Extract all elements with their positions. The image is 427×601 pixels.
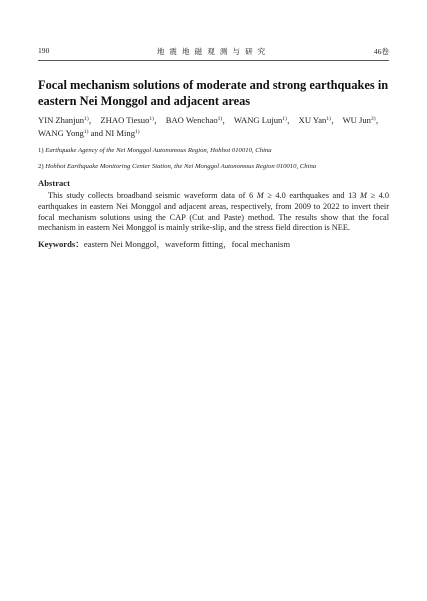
keywords-text: eastern Nei Monggol，waveform fitting，focal mechanism	[83, 239, 291, 250]
author-name: XU Yan$^{1)}$	[298, 115, 331, 125]
author-name: NI Ming$^{1)}$	[105, 128, 140, 138]
abstract-body: This study collects broadband seismic waveform data of 6 M ≥ 4.0 earthquakes and 13 M ≥ 4.0 earthquakes in eastern Nei Monggol and adjacent areas, respectively, from 2009 to 2022 to invert their focal mechanism solutions using the CAP (Cut and Paste) method. The results show that the focal mechanism in eastern Nei Monggol is mainly strike-slip, and the stress field direction is NEE.	[38, 191, 389, 233]
author-name: WU Jun$^{2)}$	[342, 115, 376, 125]
keywords: Keywords：eastern Nei Monggol，waveform fitting，focal mechanism	[38, 239, 291, 250]
article-content	[38, 78, 389, 250]
author-name: WANG Lujun$^{1)}$	[233, 115, 287, 125]
affiliation-2: 2) Hohhot Earthquake Monitoring Center Station, the Nei Monggol Autonomous Region 010010, China	[38, 163, 317, 170]
author-name: ZHAO Tiesuo$^{1)}$	[100, 115, 154, 125]
page-number: 190	[38, 46, 50, 55]
author-and: and	[90, 128, 104, 138]
paper-title: Focal mechanism solutions of moderate and strong earthquakes in eastern Nei Monggol and adjacent areas	[38, 78, 389, 108]
author-name: YIN Zhanjun$^{1)}$	[38, 115, 89, 125]
keywords-label: Keywords	[38, 239, 76, 250]
journal-name: 地震地磁观测与研究	[156, 47, 271, 56]
affiliation-1: 1) Earthquake Agency of the Nei Monggol Autonomous Region, Hohhot 010010, China	[38, 147, 272, 154]
running-header	[38, 44, 389, 61]
author-list: YIN Zhanjun$^{1)}$， ZHAO Tiesuo$^{1)}$， BAO Wenchao$^{1)}$， WANG Lujun$^{1)}$， XU Yan$^{1)}$， WU Jun$^{2)}$， WANG Yong$^{1)}$ and NI Ming$^{1)}$	[38, 115, 385, 138]
author-name: WANG Yong$^{1)}$	[38, 128, 89, 138]
abstract-heading: Abstract	[38, 178, 70, 188]
volume-label: 46卷	[373, 47, 389, 56]
author-name: BAO Wenchao$^{1)}$	[165, 115, 223, 125]
